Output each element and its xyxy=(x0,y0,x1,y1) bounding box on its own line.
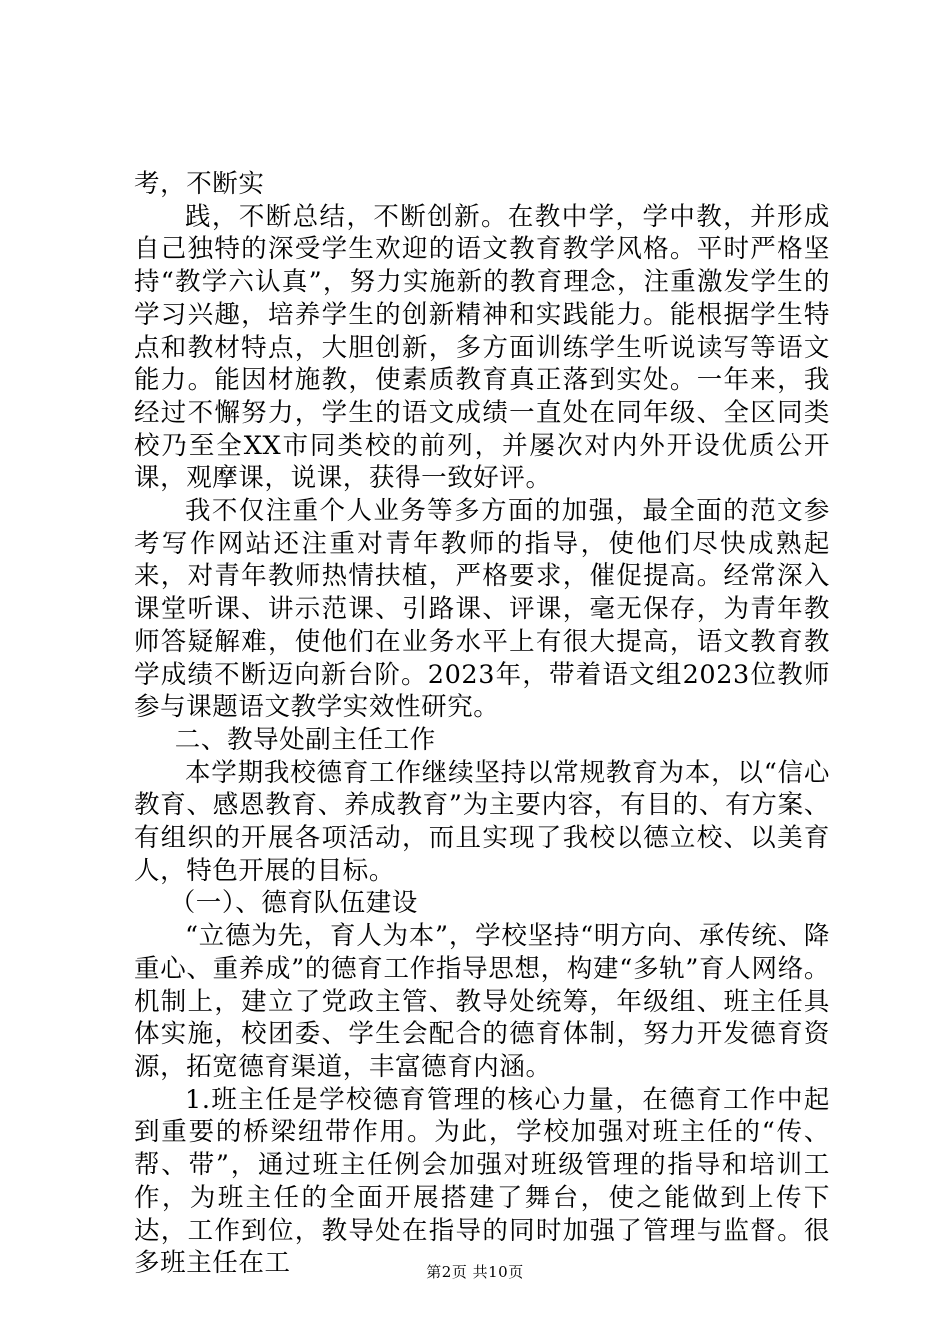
page-number-footer: 第2页 共10页 xyxy=(426,1263,524,1281)
document-body xyxy=(134,168,830,1280)
paragraph-moral-education: 本学期我校德育工作继续坚持以常规教育为本，以“信心教育、感恩教育、养成教育”为主要内容，有目的、有方案、有组织的开展各项活动，而且实现了我校以德立校、以美育人，特色开展的目标。 xyxy=(134,757,830,886)
paragraph-continuation: 考，不断实 xyxy=(134,169,265,199)
paragraph-teaching-style: 践，不断总结，不断创新。在教中学，学中教，并形成自己独特的深受学生欢迎的语文教育教学风格。平时严格坚持“教学六认真”，努力实施新的教育理念，注重激发学生的学习兴趣，培养学生的创新精神和实践能力。能根据学生特点和教材特点，大胆创新，多方面训练学生听说读写等语文能力。能因材施教，使素质教育真正落到实处。一年来，我经过不懈努力，学生的语文成绩一直处在同年级、全区同类校乃至全XX市同类校的前列，并屡次对内外开设优质公开课，观摩课，说课，获得一致好评。 xyxy=(134,201,830,494)
paragraph-young-teachers: 我不仅注重个人业务等多方面的加强，最全面的范文参考写作网站还注重对青年教师的指导，使他们尽快成熟起来，对青年教师热情扶植，严格要求，催促提高。经常深入课堂听课、讲示范课、引路课、评课，毫无保存，为青年教师答疑解难，使他们在业务水平上有很大提高，语文教育教学成绩不断迈向新台阶。2023年，带着语文组2023位教师参与课题语文教学实效性研究。 xyxy=(134,496,830,723)
subsection-heading-team-building: （一）、德育队伍建设 xyxy=(169,888,418,919)
paragraph-guiding-thought: “立德为先，育人为本”，学校坚持“明方向、承传统、降重心、重养成”的德育工作指导思想，构建“多轨”育人网络。机制上，建立了党政主管、教导处统筹，年级组、班主任具体实施，校团委、学生会配合的德育体制，努力开发德育资源，拓宽德育渠道，丰富德育内涵。 xyxy=(134,921,830,1082)
paragraph-class-teachers: 1.班主任是学校德育管理的核心力量，在德育工作中起到重要的桥梁纽带作用。为此，学校加强对班主任的“传、帮、带”，通过班主任例会加强对班级管理的指导和培训工作，为班主任的全面开展搭建了舞台，使之能做到上传下达，工作到位，教导处在指导的同时加强了管理与监督。很多班主任在工 xyxy=(134,1084,830,1279)
section-heading-vice-director: 二、教导处副主任工作 xyxy=(174,724,436,755)
